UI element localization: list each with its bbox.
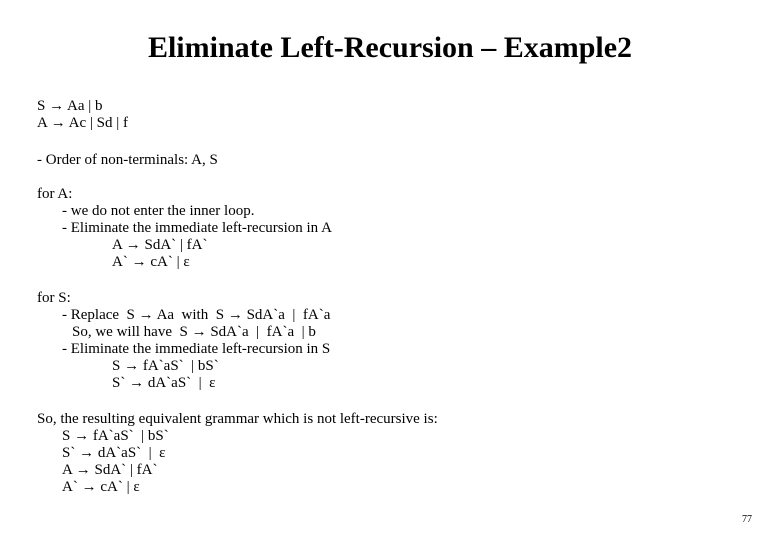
for-a-heading: for A: — [37, 186, 73, 202]
for-a-prod1: A → SdA` | fA` — [112, 237, 208, 253]
result-line: S` → dA`aS` | ε — [62, 445, 166, 461]
for-s-heading: for S: — [37, 290, 71, 306]
for-s-step2: So, we will have S → SdA`a | fA`a | b — [72, 324, 316, 340]
result-line: S → fA`aS` | bS` — [62, 428, 169, 444]
order-line: - Order of non-terminals: A, S — [37, 152, 218, 168]
grammar-rule-s: S → Aa | b — [37, 98, 103, 114]
grammar-rule-a: A → Ac | Sd | f — [37, 115, 129, 131]
result-heading: So, the resulting equivalent grammar which is not left-recursive is: — [37, 411, 438, 427]
for-s-prod1: S → fA`aS` | bS` — [112, 358, 219, 374]
result-line: A → SdA` | fA` — [62, 462, 158, 478]
for-s-step1: - Replace S → Aa with S → SdA`a | fA`a — [62, 307, 331, 323]
result-line: A` → cA` | ε — [62, 479, 140, 495]
for-a-step1: - we do not enter the inner loop. — [62, 203, 255, 219]
for-s-step3: - Eliminate the immediate left-recursion in S — [62, 341, 331, 357]
for-a-step2: - Eliminate the immediate left-recursion in A — [62, 220, 332, 236]
page-number: 77 — [742, 514, 752, 525]
for-a-prod2: A` → cA` | ε — [112, 254, 190, 270]
for-s-prod2: S` → dA`aS` | ε — [112, 375, 216, 391]
slide-title: Eliminate Left-Recursion – Example2 — [147, 31, 633, 64]
